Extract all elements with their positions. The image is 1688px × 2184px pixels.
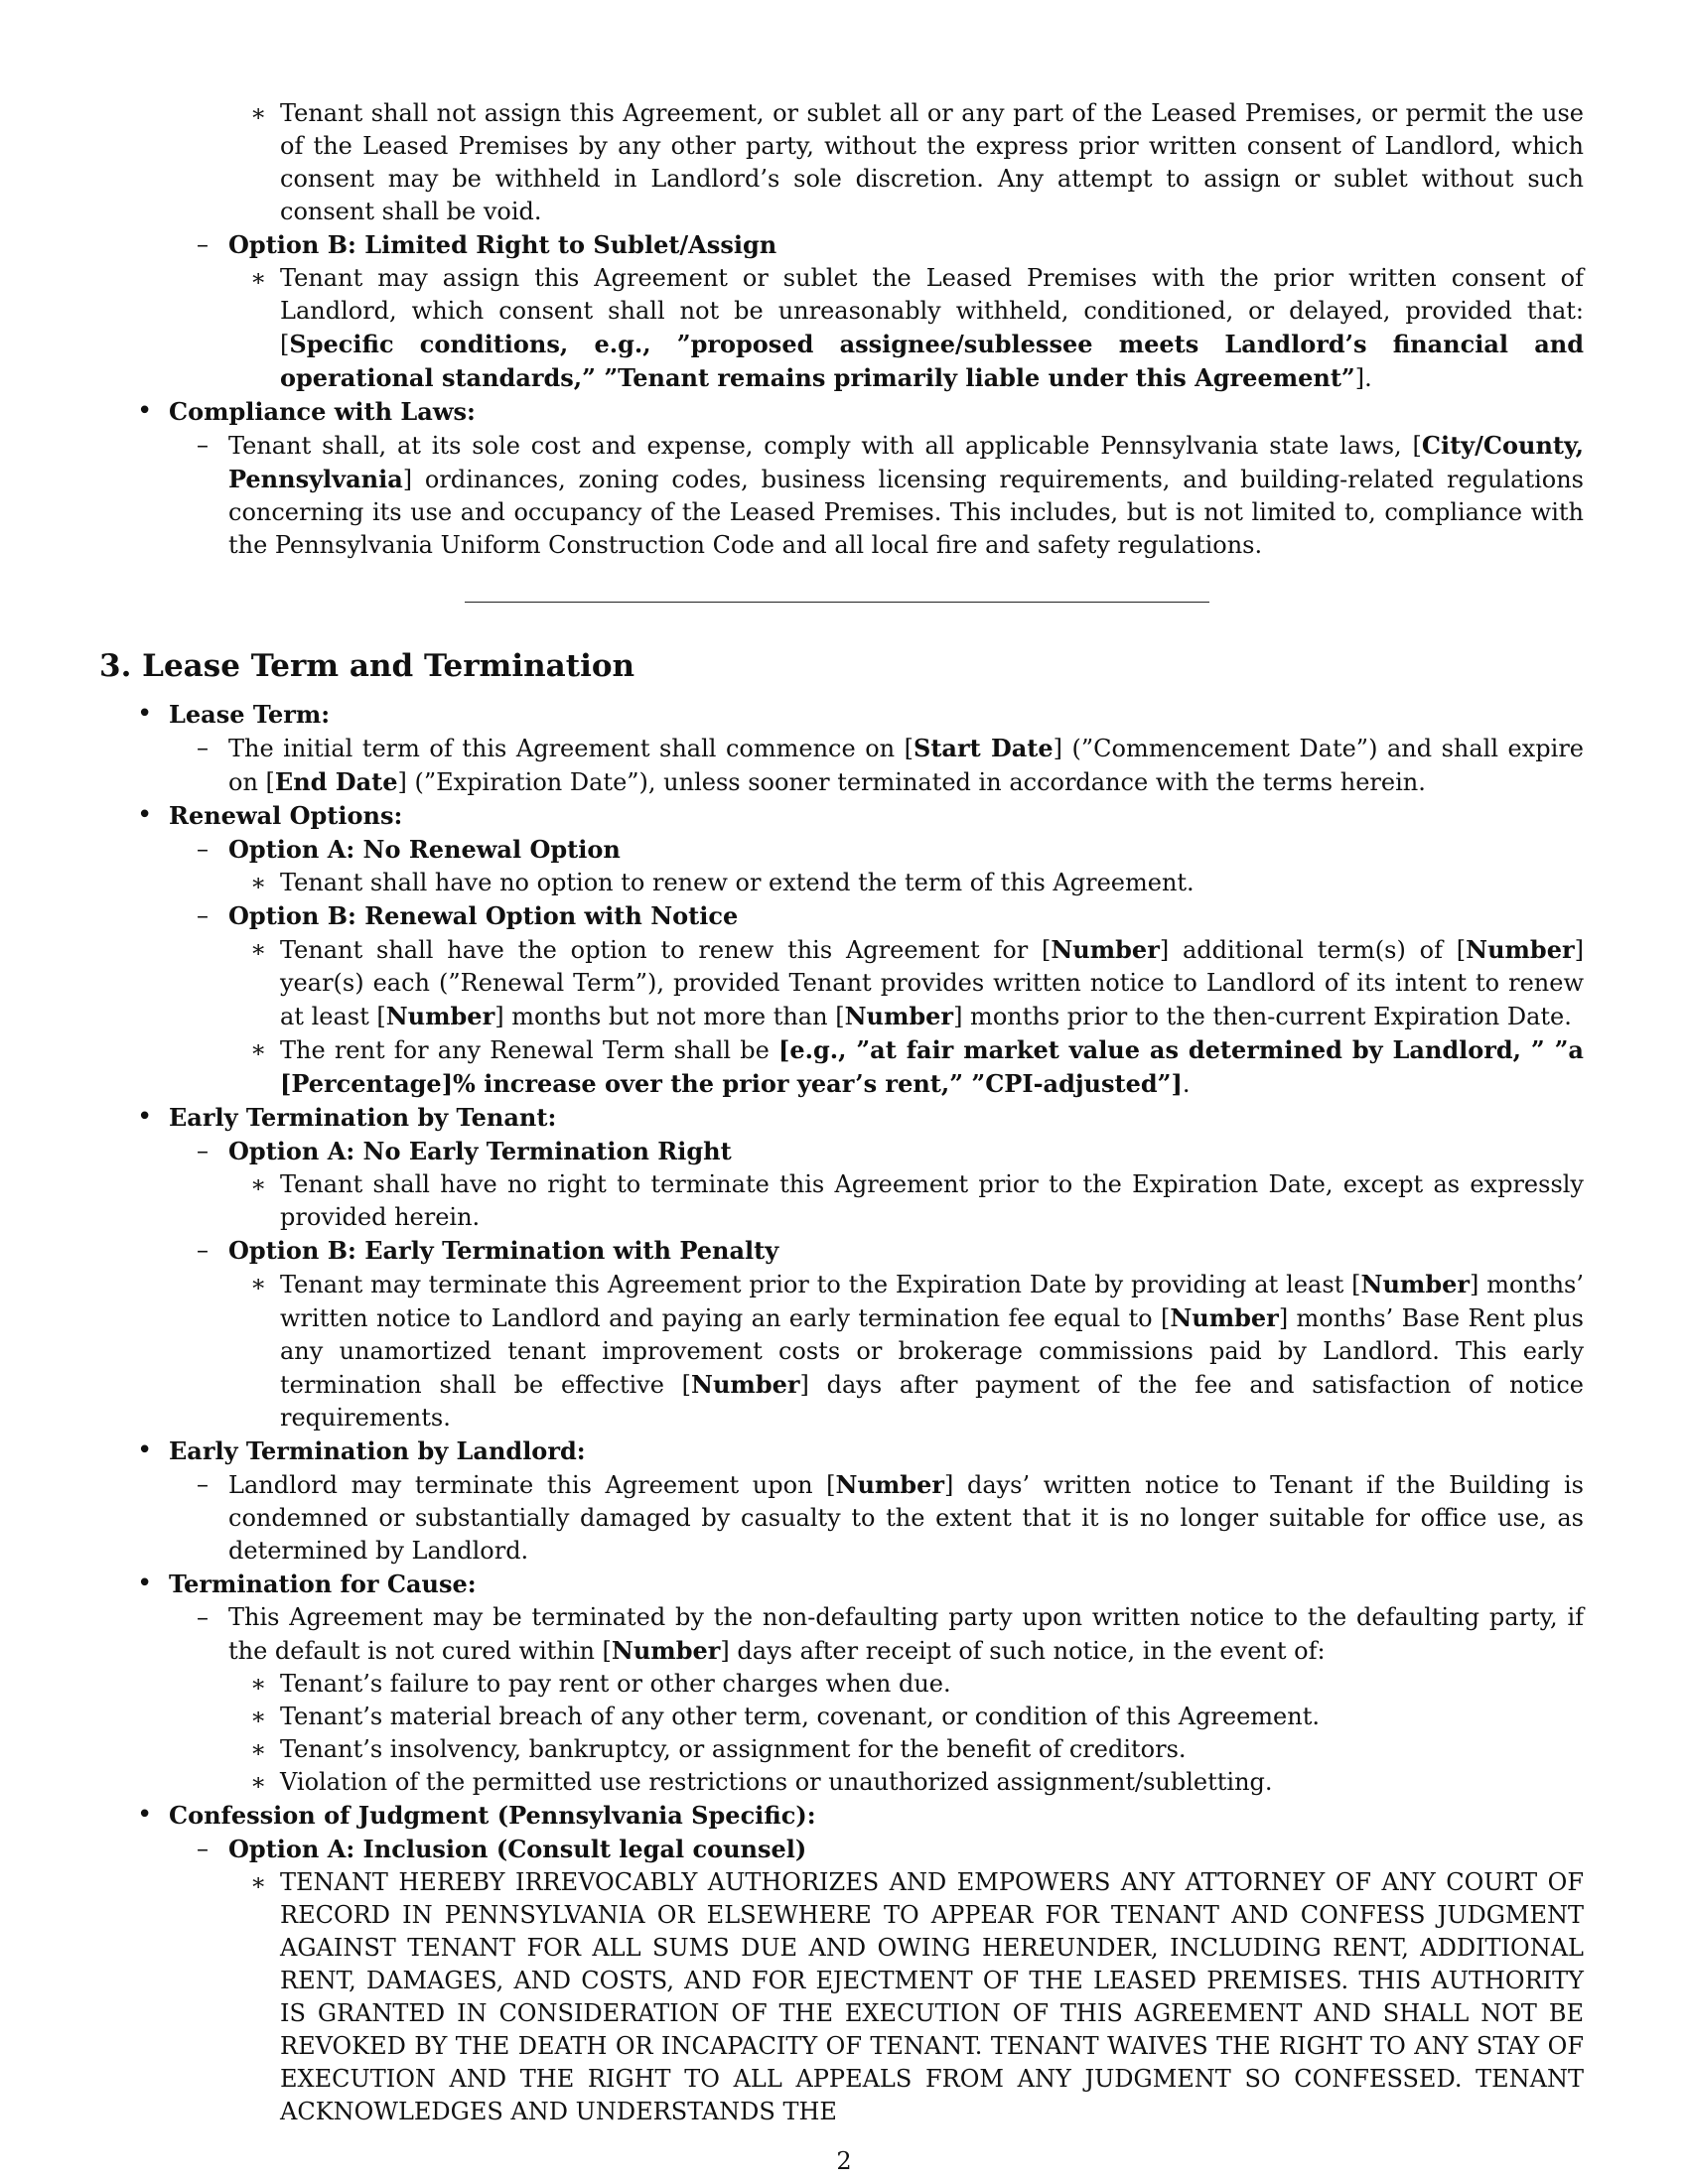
bullet-asterisk: ∗ [250,1735,267,1763]
renewal-option-a-heading: – Option A: No Renewal Option [197,835,621,864]
renewal-option-b-text-1: ∗ Tenant shall have the option to renew this Agreement for [Number] additional term(s) of [Number] year(s) each (”Renewal Term”), provided Tenant provides written notice to Landlord of its intent to renew at least [Number] months but not more than [Number] months prior to the then-current Expiration Date. [250,935,1584,1030]
assignment-option-b-text: ∗ Tenant may assign this Agreement or sublet the Leased Premises with the prior written consent of Landlord, which consent shall not be unreasonably withheld, conditioned, or delayed, provided that: [Specific conditions, e.g., ”proposed assignee/sublessee meets Landlord’s financial and operational standards,” ”Tenant remains primarily liable under this Agreement”]. [250,264,1584,392]
assignment-option-b-heading: – Option B: Limited Right to Sublet/Assign [197,230,777,259]
cause-item: ∗ Tenant’s insolvency, bankruptcy, or assignment for the benefit of creditors. [99,1733,1584,1766]
bullet-asterisk: ∗ [250,1670,267,1698]
early-termination-tenant-heading: • Early Termination by Tenant: [137,1102,557,1132]
bullet-asterisk: ∗ [250,935,267,963]
bullet-dash: – [197,1603,209,1631]
termination-cause-text: – This Agreement may be terminated by the non-defaulting party upon written notice to the defaulting party, if the default is not cured within [Number] days after receipt of such notice, in the event of: [197,1603,1584,1665]
bullet-dash: – [197,431,209,459]
bullet-dash: – [197,1835,209,1862]
cause-item: ∗ Tenant’s failure to pay rent or other charges when due. [99,1668,1584,1701]
cause-item: ∗ Tenant’s material breach of any other term, covenant, or condition of this Agreement. [99,1701,1584,1733]
bullet-dash: – [197,1470,209,1498]
bullet-dot: • [137,800,153,830]
bullet-asterisk: ∗ [250,1768,267,1796]
bullet-asterisk: ∗ [250,99,267,127]
confession-text: ∗ TENANT HEREBY IRREVOCABLY AUTHORIZES AND EMPOWERS ANY ATTORNEY OF ANY COURT OF RECORD IN PENNSYLVANIA OR ELSEWHERE TO APPEAR FOR TENANT AND CONFESS JUDGMENT AGAINST TENANT FOR ALL SUMS DUE AND OWING HEREUNDER, INCLUDING RENT, ADDITIONAL RENT, DAMAGES, AND COSTS, AND FOR EJECTMENT OF THE LEASED PREMISES. THIS AUTHORITY IS GRANTED IN CONSIDERATION OF THE EXECUTION OF THIS AGREEMENT AND SHALL NOT BE REVOKED BY THE DEATH OR INCAPACITY OF TENANT. TENANT WAIVES THE RIGHT TO ANY STAY OF EXECUTION AND THE RIGHT TO ALL APPEALS FROM ANY JUDGMENT SO CONFESSED. TENANT ACKNOWLEDGES AND UNDERSTANDS THE [250,1868,1584,2125]
bullet-asterisk: ∗ [250,1170,267,1198]
bullet-dot: • [137,699,153,729]
bullet-dot: • [137,396,153,426]
early-tenant-option-a-text: ∗ Tenant shall have no right to terminate this Agreement prior to the Expiration Date, except as expressly provided herein. [250,1170,1584,1231]
renewal-option-b-text-2: ∗ The rent for any Renewal Term shall be [e.g., ”at fair market value as determined by Landlord, ” ”a [Percentage]% increase over the prior year’s rent,” ”CPI-adjusted”]. [250,1035,1584,1098]
lease-term-heading: • Lease Term: [137,699,331,729]
bullet-asterisk: ∗ [250,264,267,292]
compliance-heading: • Compliance with Laws: [137,396,476,426]
bullet-dash: – [197,1137,209,1164]
bullet-dot: • [137,1569,153,1598]
early-landlord-text: – Landlord may terminate this Agreement upon [Number] days’ written notice to Tenant if the Building is condemned or substantially damaged by casualty to the extent that it is no longer suitable for office use, as determined by Landlord. [197,1470,1584,1565]
early-tenant-option-a-heading: – Option A: No Early Termination Right [197,1137,732,1165]
renewal-option-a-text: ∗ Tenant shall have no option to renew or extend the term of this Agreement. [99,867,1584,899]
bullet-asterisk: ∗ [250,1703,267,1730]
early-tenant-option-b-heading: – Option B: Early Termination with Penalty [197,1236,779,1265]
bullet-dot: • [137,1102,153,1132]
confession-heading: • Confession of Judgment (Pennsylvania Specific): [137,1800,816,1830]
bullet-dash: – [197,230,209,258]
lease-term-text: – The initial term of this Agreement shall commence on [Start Date] (”Commencement Date”) and shall expire on [End Date] (”Expiration Date”), unless sooner terminated in accordance with the terms herein. [197,734,1584,796]
early-tenant-option-b-text: ∗ Tenant may terminate this Agreement prior to the Expiration Date by providing at least [Number] months’ written notice to Landlord and paying an early termination fee equal to [Number] months’ Base Rent plus any unamortized tenant improvement costs or brokerage commissions paid by Landlord. This early termination shall be effective [Number] days after payment of the fee and satisfaction of notice requirements. [250,1270,1584,1432]
renewal-heading: • Renewal Options: [137,800,403,830]
bullet-dot: • [137,1800,153,1830]
page-number: 2 [836,2147,852,2175]
termination-cause-heading: • Termination for Cause: [137,1569,477,1598]
bullet-dash: – [197,1236,209,1264]
section-3-title: 3. Lease Term and Termination [99,648,635,684]
bullet-dot: • [137,1435,153,1465]
renewal-option-b-heading: – Option B: Renewal Option with Notice [197,901,739,930]
early-termination-landlord-heading: • Early Termination by Landlord: [137,1435,586,1465]
document-page [99,97,1584,2128]
cause-item: ∗ Violation of the permitted use restrictions or unauthorized assignment/subletting. [99,1766,1584,1799]
bullet-dash: – [197,901,209,929]
bullet-dash: – [197,734,209,761]
compliance-text: – Tenant shall, at its sole cost and expense, comply with all applicable Pennsylvania state laws, [City/County, Pennsylvania] ordinances, zoning codes, business licensing requirements, and building-related regulations concerning its use and occupancy of the Leased Premises. This includes, but is not limited to, compliance with the Pennsylvania Uniform Construction Code and all local fire and safety regulations. [197,431,1584,559]
confession-option-a-heading: – Option A: Inclusion (Consult legal counsel) [197,1835,807,1863]
bullet-dash: – [197,835,209,863]
bullet-asterisk: ∗ [250,1035,267,1063]
assignment-option-a-text: ∗ Tenant shall not assign this Agreement, or sublet all or any part of the Leased Premises, or permit the use of the Leased Premises by any other party, without the express prior written consent of Landlord, which consent may be withheld in Landlord’s sole discretion. Any attempt to assign or sublet without such consent shall be void. [250,99,1584,225]
bullet-asterisk: ∗ [250,1868,267,1896]
section-divider [465,602,1209,603]
bullet-asterisk: ∗ [250,869,267,896]
bullet-asterisk: ∗ [250,1270,267,1297]
